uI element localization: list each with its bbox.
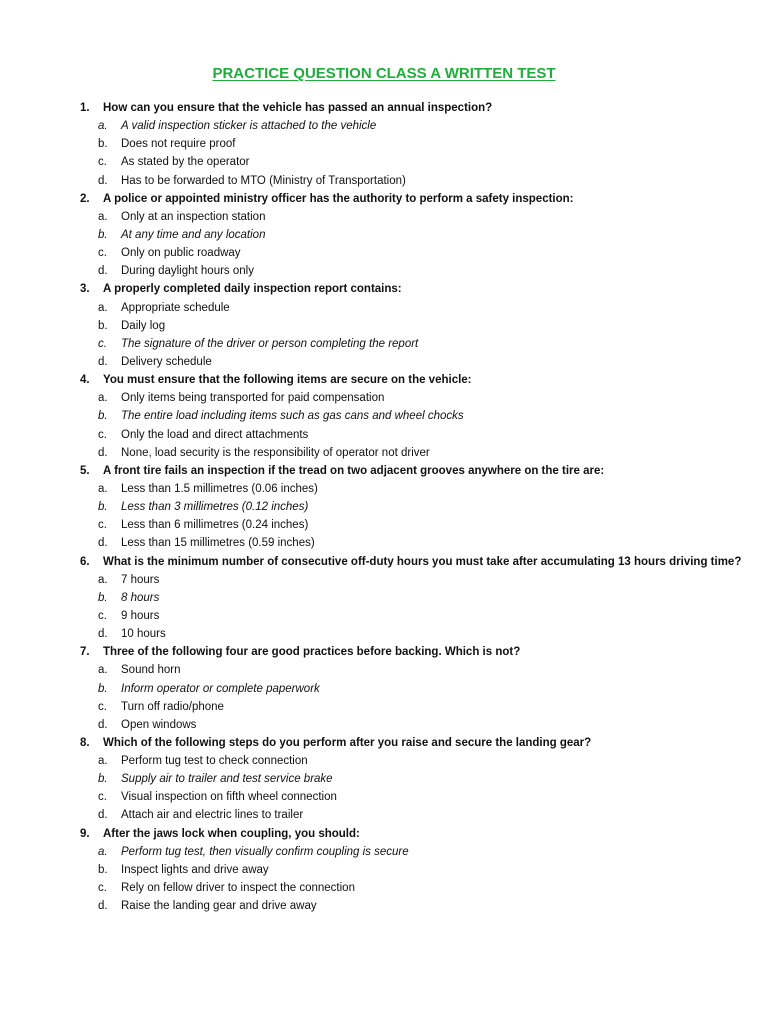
- question-number: 9.: [80, 827, 90, 840]
- answer-options: [0, 480, 768, 553]
- question-item: [0, 825, 768, 916]
- answer-option: [0, 407, 768, 425]
- option-text: Inspect lights and drive away: [121, 863, 269, 876]
- question-text: You must ensure that the following items are secure on the vehicle:: [103, 374, 472, 387]
- option-text: Only items being transported for paid compensation: [121, 392, 385, 405]
- question-item: [0, 99, 768, 190]
- option-text: Only at an inspection station: [121, 210, 266, 223]
- answer-option: [0, 480, 768, 498]
- option-text: Open windows: [121, 718, 197, 731]
- answer-option: [0, 571, 768, 589]
- question-text: A front tire fails an inspection if the tread on two adjacent grooves anywhere on the tire are:: [103, 464, 605, 477]
- answer-option: [0, 208, 768, 226]
- answer-option: [0, 698, 768, 716]
- question-text: Three of the following four are good practices before backing. Which is not?: [103, 646, 521, 659]
- answer-option: [0, 389, 768, 407]
- option-text: Attach air and electric lines to trailer: [121, 809, 304, 822]
- answer-option: [0, 607, 768, 625]
- answer-option: [0, 426, 768, 444]
- answer-option: [0, 716, 768, 734]
- answer-option: [0, 498, 768, 516]
- answer-option: [0, 516, 768, 534]
- option-text: Less than 1.5 millimetres (0.06 inches): [121, 482, 318, 495]
- option-text: 9 hours: [121, 609, 160, 622]
- answer-option: [0, 353, 768, 371]
- answer-option: [0, 843, 768, 861]
- option-text: Perform tug test to check connection: [121, 755, 308, 768]
- option-letter: c.: [98, 247, 107, 260]
- question-item: [0, 280, 768, 371]
- option-letter: c.: [98, 791, 107, 804]
- option-letter: d.: [98, 265, 108, 278]
- answer-option: [0, 661, 768, 679]
- option-text: 8 hours: [121, 591, 160, 604]
- option-letter: a.: [98, 120, 108, 133]
- question-number: 5.: [80, 464, 90, 477]
- question-heading: [0, 825, 768, 843]
- answer-option: [0, 444, 768, 462]
- option-text: A valid inspection sticker is attached to the vehicle: [121, 120, 377, 133]
- answer-option: [0, 625, 768, 643]
- option-letter: c.: [98, 519, 107, 532]
- option-letter: b.: [98, 138, 108, 151]
- option-text: Less than 15 millimetres (0.59 inches): [121, 537, 315, 550]
- question-number: 8.: [80, 736, 90, 749]
- question-number: 6.: [80, 555, 90, 568]
- option-letter: d.: [98, 446, 108, 459]
- answer-options: [0, 389, 768, 462]
- option-letter: c.: [98, 609, 107, 622]
- answer-option: [0, 135, 768, 153]
- question-item: [0, 734, 768, 825]
- option-text: None, load security is the responsibility of operator not driver: [121, 446, 430, 459]
- option-letter: c.: [98, 882, 107, 895]
- answer-options: [0, 752, 768, 825]
- question-heading: [0, 553, 768, 571]
- page-title: [0, 65, 768, 83]
- answer-options: [0, 661, 768, 734]
- question-text: Which of the following steps do you perform after you raise and secure the landing gear?: [103, 736, 592, 749]
- option-text: Supply air to trailer and test service brake: [121, 773, 333, 786]
- question-text: A properly completed daily inspection report contains:: [103, 283, 402, 296]
- option-text: Has to be forwarded to MTO (Ministry of Transportation): [121, 174, 406, 187]
- option-letter: d.: [98, 718, 108, 731]
- option-letter: b.: [98, 501, 108, 514]
- question-heading: [0, 371, 768, 389]
- option-text: Rely on fellow driver to inspect the connection: [121, 882, 355, 895]
- option-text: 7 hours: [121, 573, 160, 586]
- option-text: Only on public roadway: [121, 247, 241, 260]
- answer-options: [0, 299, 768, 372]
- option-text: During daylight hours only: [121, 265, 254, 278]
- option-text: Less than 3 millimetres (0.12 inches): [121, 501, 309, 514]
- option-letter: a.: [98, 573, 108, 586]
- question-text: What is the minimum number of consecutive off-duty hours you must take after accumulating 13 hours driving time?: [103, 555, 742, 568]
- question-number: 7.: [80, 646, 90, 659]
- question-heading: [0, 734, 768, 752]
- option-letter: c.: [98, 428, 107, 441]
- answer-options: [0, 843, 768, 916]
- question-number: 1.: [80, 102, 90, 114]
- option-text: Turn off radio/phone: [121, 700, 224, 713]
- answer-option: [0, 861, 768, 879]
- question-list: [0, 99, 768, 915]
- option-letter: a.: [98, 755, 108, 768]
- option-text: Visual inspection on fifth wheel connection: [121, 791, 337, 804]
- option-text: 10 hours: [121, 628, 166, 641]
- question-number: 3.: [80, 283, 90, 296]
- option-letter: b.: [98, 863, 108, 876]
- question-item: [0, 371, 768, 462]
- option-text: As stated by the operator: [121, 156, 250, 169]
- option-letter: d.: [98, 537, 108, 550]
- answer-option: [0, 153, 768, 171]
- answer-options: [0, 208, 768, 281]
- option-letter: a.: [98, 482, 108, 495]
- question-item: [0, 553, 768, 644]
- question-heading: [0, 462, 768, 480]
- option-letter: b.: [98, 410, 108, 423]
- question-text: A police or appointed ministry officer has the authority to perform a safety inspection:: [103, 192, 574, 205]
- question-text: After the jaws lock when coupling, you should:: [103, 827, 360, 840]
- answer-option: [0, 262, 768, 280]
- page-title-text: PRACTICE QUESTION CLASS A WRITTEN TEST: [212, 65, 556, 82]
- answer-option: [0, 534, 768, 552]
- option-letter: d.: [98, 355, 108, 368]
- option-letter: d.: [98, 900, 108, 913]
- answer-option: [0, 770, 768, 788]
- answer-option: [0, 806, 768, 824]
- option-letter: a.: [98, 392, 108, 405]
- answer-option: [0, 317, 768, 335]
- option-letter: a.: [98, 210, 108, 223]
- option-letter: c.: [98, 156, 107, 169]
- option-text: Only the load and direct attachments: [121, 428, 309, 441]
- option-letter: d.: [98, 628, 108, 641]
- option-text: Appropriate schedule: [121, 301, 230, 314]
- option-letter: c.: [98, 337, 107, 350]
- answer-option: [0, 172, 768, 190]
- answer-options: [0, 117, 768, 190]
- answer-option: [0, 680, 768, 698]
- question-heading: [0, 643, 768, 661]
- answer-option: [0, 589, 768, 607]
- option-text: The signature of the driver or person completing the report: [121, 337, 419, 350]
- option-text: The entire load including items such as gas cans and wheel chocks: [121, 410, 464, 423]
- answer-option: [0, 897, 768, 915]
- option-letter: d.: [98, 174, 108, 187]
- question-heading: [0, 280, 768, 298]
- question-text: How can you ensure that the vehicle has passed an annual inspection?: [103, 102, 493, 114]
- answer-option: [0, 788, 768, 806]
- answer-option: [0, 299, 768, 317]
- option-text: Does not require proof: [121, 138, 236, 151]
- question-number: 4.: [80, 374, 90, 387]
- question-number: 2.: [80, 192, 90, 205]
- option-text: Delivery schedule: [121, 355, 212, 368]
- answer-option: [0, 117, 768, 135]
- option-letter: c.: [98, 700, 107, 713]
- question-heading: [0, 190, 768, 208]
- answer-option: [0, 226, 768, 244]
- option-letter: b.: [98, 228, 108, 241]
- option-text: Raise the landing gear and drive away: [121, 900, 317, 913]
- option-letter: a.: [98, 301, 108, 314]
- option-letter: b.: [98, 591, 108, 604]
- answer-option: [0, 244, 768, 262]
- option-text: Sound horn: [121, 664, 181, 677]
- answer-options: [0, 571, 768, 644]
- question-item: [0, 462, 768, 553]
- option-text: Perform tug test, then visually confirm coupling is secure: [121, 845, 409, 858]
- option-letter: b.: [98, 319, 108, 332]
- question-item: [0, 190, 768, 281]
- answer-option: [0, 879, 768, 897]
- option-text: Daily log: [121, 319, 166, 332]
- question-heading: [0, 99, 768, 117]
- option-letter: a.: [98, 664, 108, 677]
- option-text: Less than 6 millimetres (0.24 inches): [121, 519, 309, 532]
- option-letter: a.: [98, 845, 108, 858]
- option-text: At any time and any location: [121, 228, 266, 241]
- option-letter: d.: [98, 809, 108, 822]
- answer-option: [0, 752, 768, 770]
- option-letter: b.: [98, 773, 108, 786]
- question-item: [0, 643, 768, 734]
- option-text: Inform operator or complete paperwork: [121, 682, 320, 695]
- option-letter: b.: [98, 682, 108, 695]
- answer-option: [0, 335, 768, 353]
